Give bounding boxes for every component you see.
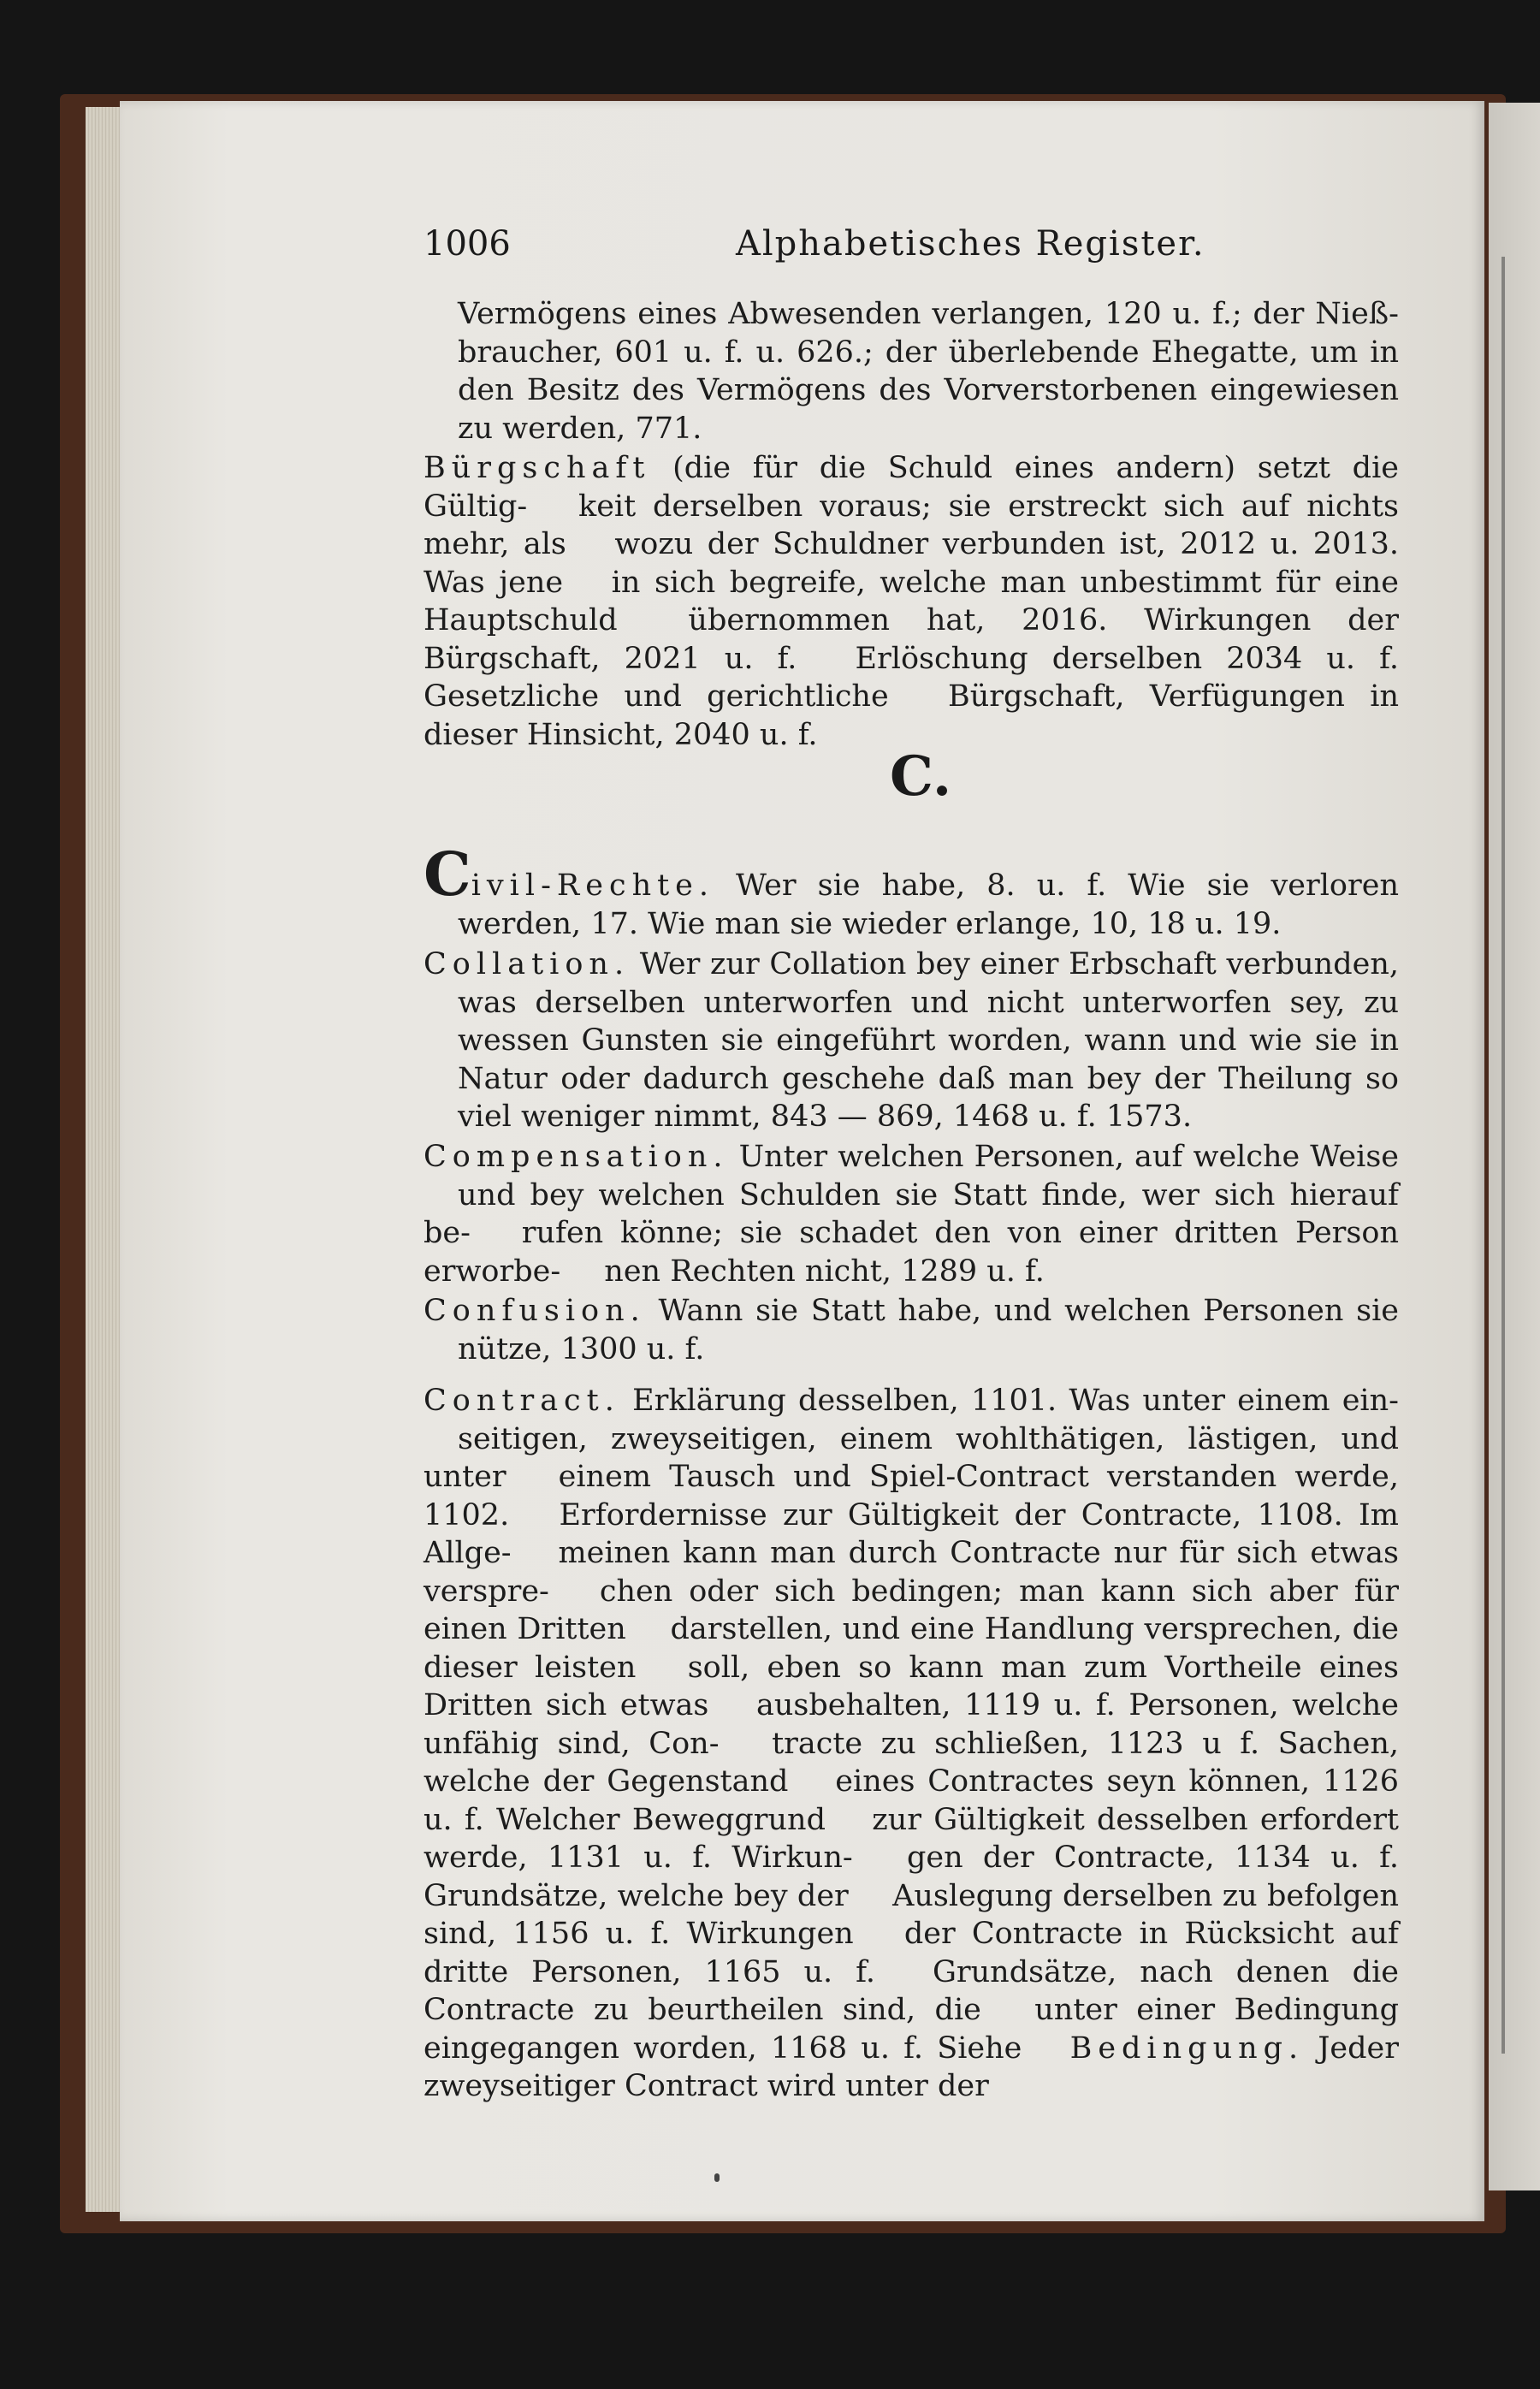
entry-line: Grundsätze, nach denen die Contracte zu beurtheilen sind, die <box>424 1954 1399 2027</box>
entry-line: nen Rechten nicht, 1289 u. f. <box>604 1254 1045 1289</box>
entry-line: wozu der Schuldner verbunden ist, 2012 u. 2013. Was jene <box>424 527 1399 600</box>
entry-line: viel weniger nimmt, 843 — 869, 1468 u. f. 1573. <box>458 1100 1193 1134</box>
entry-line: Vermögens eines Abwesenden verlangen, 120 u. f.; der Nieß- <box>458 297 1399 331</box>
entry-line: Natur oder dadurch geschehe daß man bey der Theilung so <box>458 1061 1399 1096</box>
entry-first-line <box>424 947 1399 981</box>
entry-line: braucher, 601 u. f. u. 626.; der überlebende Ehegatte, um in <box>458 335 1399 370</box>
facing-page-gutter-line <box>1502 257 1505 2054</box>
page-number: 1006 <box>424 224 511 264</box>
page-stack-edge <box>86 107 120 2212</box>
entry-line: Erklärung desselben, 1101. Was unter einem ein- <box>619 1384 1399 1418</box>
entry-line: den Besitz des Vermögens des Vorverstorbenen eingewiesen zu <box>458 373 1399 446</box>
entry-line: Erlöschung derselben 2034 u. f. Gesetzliche und gerichtliche <box>424 641 1399 714</box>
entry-line: chen oder sich bedingen; man kann sich aber für einen Dritten <box>424 1574 1399 1646</box>
entry-line: was derselben unterworfen und nicht unterworfen sey, zu <box>458 985 1399 1020</box>
entry-line: ausbehalten, 1119 u. f. Personen, welche unfähig sind, Con- <box>424 1688 1399 1761</box>
page-header <box>424 224 1450 276</box>
entry-line: tracte zu schließen, 1123 u f. Sachen, welche der Gegenstand <box>424 1726 1399 1799</box>
entry-lemma: Bürgschaft <box>424 451 651 485</box>
entry-first-line <box>424 1384 1399 1418</box>
printer-mark <box>714 2173 720 2182</box>
entry-line: und bey welchen Schulden sie Statt finde, wer sich hierauf be- <box>424 1177 1399 1250</box>
entry-line: werden, 771. <box>502 411 702 446</box>
entry-line: werden, 17. Wie man sie wieder erlange, 10, 18 u. 19. <box>458 906 1282 941</box>
entry-line: Wer zur Collation bey einer Erbschaft verbunden, <box>630 947 1399 981</box>
drop-cap: C <box>424 839 471 910</box>
entry-line: in sich begreife, welche man unbestimmt für eine Hauptschuld <box>424 565 1399 637</box>
entry-line: darstellen, und eine Handlung versprechen, die dieser leisten <box>424 1612 1399 1685</box>
entry-lemma: Confusion. <box>424 1294 646 1328</box>
cross-reference-lemma: Bedingung. <box>1069 2030 1305 2066</box>
entry-first-line <box>424 1140 1399 1174</box>
entry-continued <box>458 295 1399 448</box>
entry-line: Auslegung derselben zu befolgen sind, 1156 u. f. Wirkungen <box>424 1878 1400 1951</box>
entry-line: meinen kann man durch Contracte nur für sich etwas verspre- <box>424 1536 1399 1609</box>
entry-contract <box>424 1382 1399 2106</box>
entry-civil-rechte <box>424 839 1399 943</box>
section-letter: C. <box>890 744 952 809</box>
entry-compensation <box>424 1138 1399 1290</box>
entry-collation <box>424 946 1399 1136</box>
entry-line: Unter welchen Personen, auf welche Weise <box>728 1140 1399 1174</box>
entry-first-line <box>424 839 1399 910</box>
entry-line: Erfordernisse zur Gültigkeit der Contracte, 1108. Im Allge- <box>424 1497 1399 1570</box>
entry-lemma: Compensation. <box>424 1140 729 1174</box>
entry-line: gen der Contracte, 1134 u. f. Grundsätze, welche bey der <box>424 1841 1399 1913</box>
entry-line: Bürgschaft, Verfügungen in dieser Hinsicht, 2040 u. f. <box>424 679 1399 752</box>
entry-line: seitigen, zweyseitigen, einem wohlthätigen, lästigen, und unter <box>424 1421 1399 1494</box>
entry-line: der Contracte in Rücksicht auf dritte Personen, 1165 u. f. <box>424 1917 1399 1989</box>
entry-line: rufen könne; sie schadet den von einer dritten Person erworbe- <box>424 1216 1399 1289</box>
entry-line: wessen Gunsten sie eingeführt worden, wann und wie sie in <box>458 1023 1399 1058</box>
entry-confusion <box>424 1292 1399 1368</box>
entry-lemma: Contract. <box>424 1384 620 1418</box>
facing-page-edge <box>1489 103 1540 2190</box>
entry-line: unter einer Bedingung eingegangen worden, 1168 u. f. Siehe <box>424 1993 1399 2066</box>
entry-line: zur Gültigkeit desselben erfordert werde, 1131 u. f. Wirkun- <box>424 1802 1399 1875</box>
entry-line: Jeder zweyseitiger Contract wird unter der <box>424 2030 1399 2103</box>
entry-line: soll, eben so kann man zum Vortheile eines Dritten sich etwas <box>424 1650 1399 1722</box>
entry-line: Wann sie Statt habe, und welchen Personen sie <box>645 1294 1399 1328</box>
entry-buergschaft <box>424 449 1399 754</box>
entry-line: einem Tausch und Spiel-Contract verstanden werde, 1102. <box>424 1460 1399 1532</box>
entry-line: (die für die Schuld eines andern) setzt die Gültig- <box>424 451 1399 524</box>
entry-line: eines Contractes seyn können, 1126 u. f. Welcher Beweggrund <box>424 1764 1399 1837</box>
entry-lemma: ivil-Rechte. <box>471 868 715 903</box>
entry-lemma: Collation. <box>424 947 631 981</box>
entry-line: nütze, 1300 u. f. <box>458 1331 705 1366</box>
running-title: Alphabetisches Register. <box>736 224 1205 264</box>
entry-line: Wer sie habe, 8. u. f. Wie sie verloren <box>714 868 1399 903</box>
entry-line: keit derselben voraus; sie erstreckt sich auf nichts mehr, als <box>424 489 1399 561</box>
entry-first-line <box>424 1294 1399 1328</box>
entry-line: übernommen hat, 2016. Wirkungen der Bürgschaft, 2021 u. f. <box>424 603 1399 676</box>
